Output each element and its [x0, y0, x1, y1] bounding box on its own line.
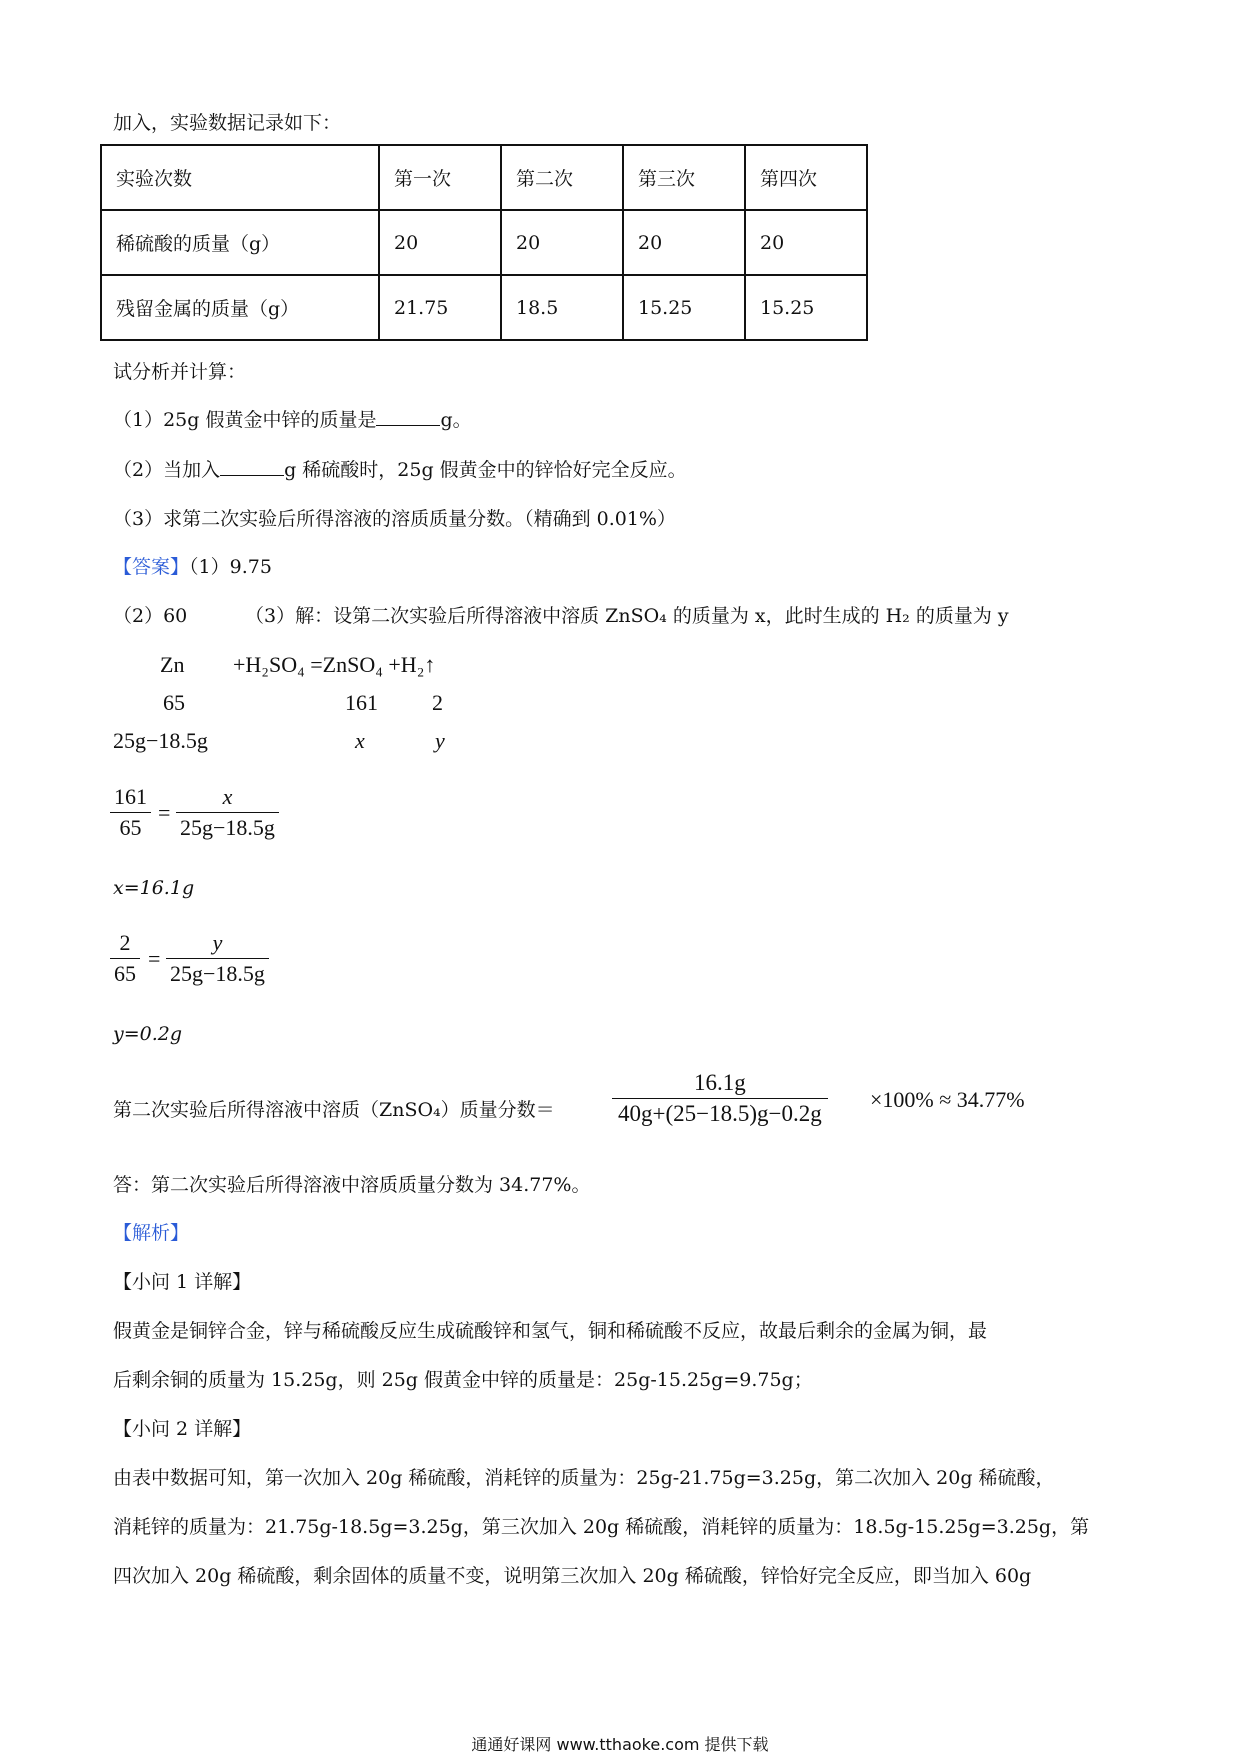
table-cell: 15.25 — [623, 275, 745, 340]
table-cell: 第一次 — [379, 145, 501, 210]
question-2-rest: g 稀硫酸时，25g 假黄金中的锌恰好完全反应。 — [284, 459, 687, 481]
question-2 — [113, 455, 687, 482]
data-table — [100, 144, 868, 341]
question-1-unit: g。 — [440, 409, 472, 431]
explanation-line: 由表中数据可知，第一次加入 20g 稀硫酸，消耗锌的质量为：25g-21.75g=3.25g，第二次加入 20g 稀硫酸， — [113, 1467, 1055, 1489]
reaction-equation: +H₂SO₄ =ZnSO₄ +H₂↑ — [233, 652, 436, 677]
fraction-denominator: 25g−18.5g — [170, 961, 265, 986]
fraction-denominator: 25g−18.5g — [180, 815, 275, 840]
fraction-denominator: 65 — [119, 815, 142, 840]
intro-text: 加入，实验数据记录如下： — [113, 112, 342, 134]
sub-question-1-tag: 【小问 1 详解】 — [113, 1271, 252, 1293]
result-y: y=0.2g — [113, 1023, 183, 1045]
explanation-line: 四次加入 20g 稀硫酸，剩余固体的质量不变，说明第三次加入 20g 稀硫酸，锌恰好完全反应，即当加入 60g — [113, 1565, 1032, 1587]
answer-blank — [376, 407, 440, 426]
table-cell: 20 — [745, 210, 867, 275]
table-cell: 20 — [501, 210, 623, 275]
table-cell: 第三次 — [623, 145, 745, 210]
fraction-numerator: x — [176, 784, 279, 813]
answer-1: （1）9.75 — [189, 556, 272, 578]
fraction-numerator: y — [166, 930, 269, 959]
quantity-zn: 25g−18.5g — [113, 728, 208, 753]
table-cell: 18.5 — [501, 275, 623, 340]
table-cell: 残留金属的质量（g） — [101, 275, 379, 340]
answer-2: （2）60 — [113, 605, 188, 627]
fraction-numerator: 2 — [110, 930, 140, 959]
table-cell: 15.25 — [745, 275, 867, 340]
table-cell: 20 — [623, 210, 745, 275]
explanation-line: 后剩余铜的质量为 15.25g，则 25g 假黄金中锌的质量是：25g-15.25g=9.75g； — [113, 1369, 813, 1391]
question-3: （3）求第二次实验后所得溶液的溶质质量分数。（精确到 0.01%） — [113, 508, 676, 530]
fraction-y — [166, 930, 269, 987]
quantity-x: x — [355, 728, 365, 753]
fraction-2-65 — [110, 930, 140, 987]
analysis-tag: 【解析】 — [113, 1222, 190, 1244]
footer-watermark: 通通好课网 www.tthaoke.com 提供下载 — [471, 1735, 769, 1754]
explanation-line: 假黄金是铜锌合金，锌与稀硫酸反应生成硫酸锌和氢气，铜和稀硫酸不反应，故最后剩余的金属为铜，最 — [113, 1320, 988, 1342]
prompt-text: 试分析并计算： — [113, 361, 247, 383]
explanation-line: 消耗锌的质量为：21.75g-18.5g=3.25g，第三次加入 20g 稀硫酸，消耗锌的质量为：18.5g-15.25g=3.25g，第 — [113, 1516, 1090, 1538]
molar-mass-zn: 65 — [163, 690, 185, 715]
equals-sign: = — [158, 800, 171, 825]
molar-mass-h2: 2 — [432, 690, 443, 715]
quantity-y: y — [435, 728, 445, 753]
fraction-x — [176, 784, 279, 841]
question-2-text: （2）当加入 — [113, 459, 221, 481]
mass-fraction-formula — [612, 1070, 828, 1127]
fraction-numerator: 161 — [110, 784, 151, 813]
conclusion: 答：第二次实验后所得溶液中溶质质量分数为 34.77%。 — [113, 1174, 591, 1196]
table-cell: 21.75 — [379, 275, 501, 340]
table-cell: 第四次 — [745, 145, 867, 210]
molar-mass-znso4: 161 — [345, 690, 378, 715]
table-row — [101, 275, 867, 340]
question-1-text: （1）25g 假黄金中锌的质量是 — [113, 409, 377, 431]
reaction-zn: Zn — [160, 652, 185, 677]
fraction-denominator: 40g+(25−18.5)g−0.2g — [618, 1101, 822, 1126]
question-1 — [113, 405, 472, 432]
answer-blank — [220, 457, 284, 476]
equals-sign: = — [148, 946, 161, 971]
answer-2-solution: （3）解：设第二次实验后所得溶液中溶质 ZnSO₄ 的质量为 x，此时生成的 H₂ 的质量为 y — [245, 605, 1009, 627]
table-cell: 稀硫酸的质量（g） — [101, 210, 379, 275]
answer-tag: 【答案】 — [113, 556, 190, 578]
sub-question-2-tag: 【小问 2 详解】 — [113, 1418, 252, 1440]
table-row — [101, 210, 867, 275]
table-cell: 第二次 — [501, 145, 623, 210]
fraction-denominator: 65 — [114, 961, 136, 986]
table-cell: 实验次数 — [101, 145, 379, 210]
table-cell: 20 — [379, 210, 501, 275]
mass-fraction-label: 第二次实验后所得溶液中溶质（ZnSO₄）质量分数＝ — [113, 1099, 555, 1121]
fraction-numerator: 16.1g — [612, 1070, 828, 1099]
mass-fraction-result: ×100% ≈ 34.77% — [870, 1087, 1025, 1112]
table-row — [101, 145, 867, 210]
result-x: x=16.1g — [113, 877, 195, 899]
answer-line-1 — [113, 552, 272, 579]
fraction-161-65 — [110, 784, 151, 841]
